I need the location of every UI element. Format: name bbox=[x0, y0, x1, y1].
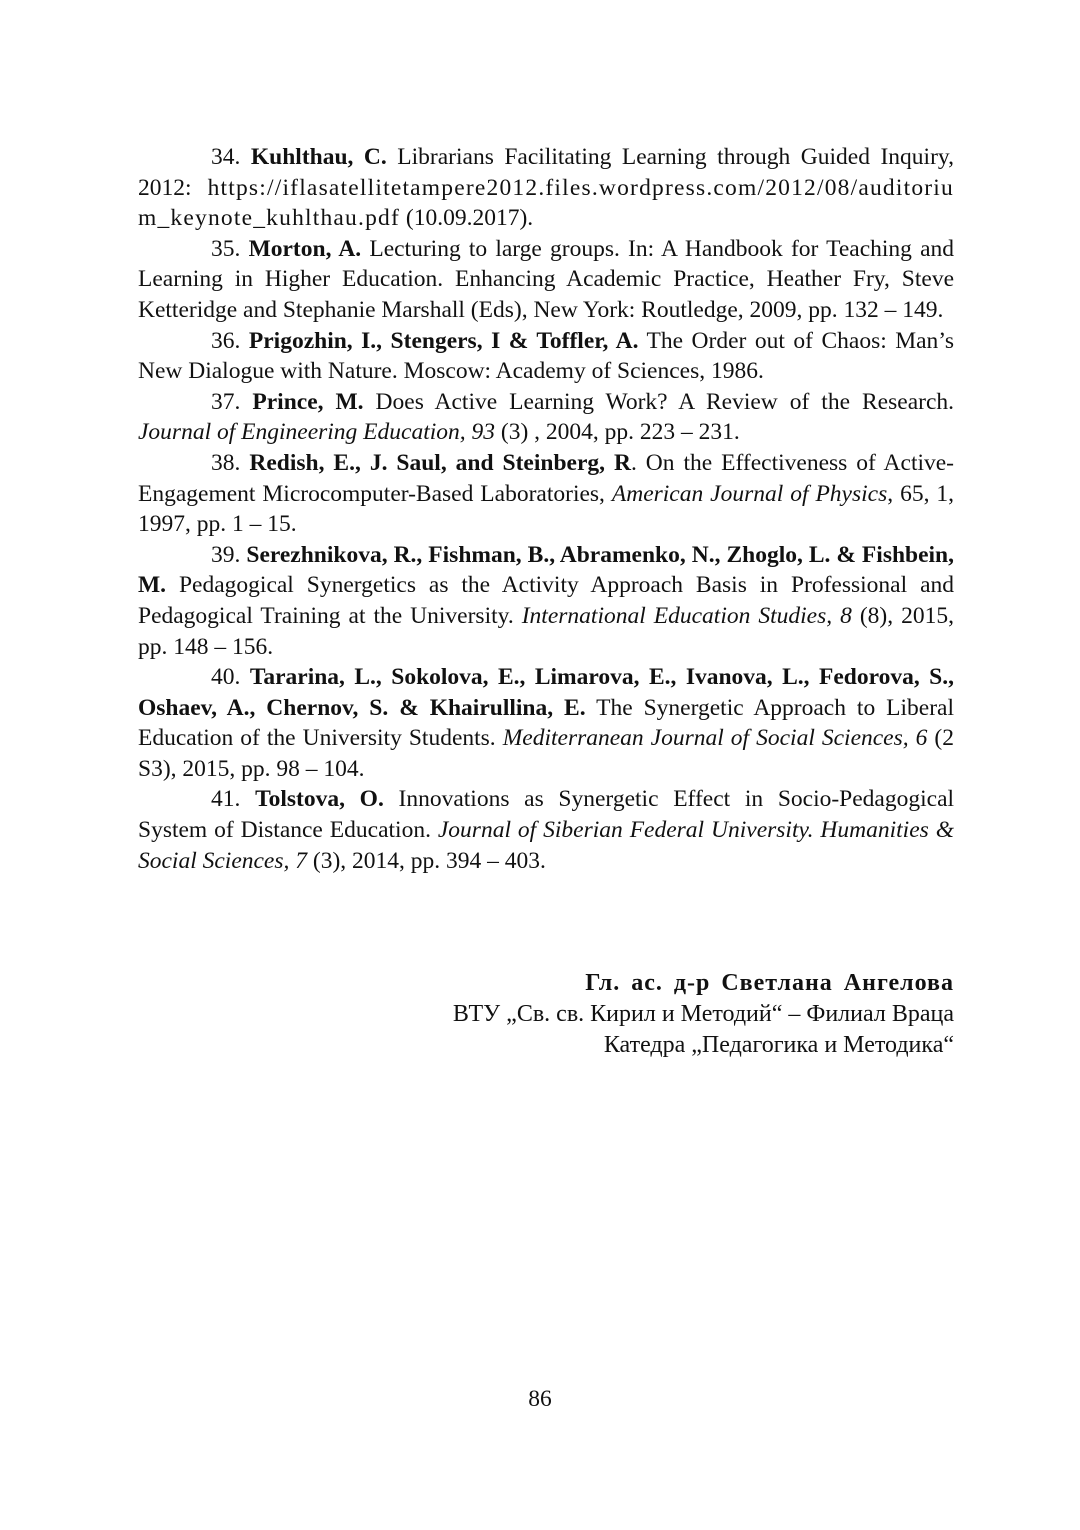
reference-item bbox=[138, 662, 954, 784]
author-affiliation: ВТУ „Св. св. Кирил и Методий“ – Филиал Враца bbox=[452, 1001, 954, 1027]
reference-text: Lecturing to large groups. In: A Handbook for Teaching and Learning in Higher Education. Enhancing Academic Practice, Heather Fry, Steve Ketteridge and Stephanie Marshall (Eds), New York: Routledge, 2009, pp. 132 – 149. bbox=[138, 235, 955, 323]
reference-author: Kuhlthau, C. bbox=[250, 144, 387, 170]
reference-source: Journal of Siberian Federal University. Humanities & Social Sciences, 7 bbox=[138, 817, 954, 874]
reference-author: Tolstova, O. bbox=[255, 786, 384, 813]
reference-text: Librarians Facilitating Learning through Guided Inquiry, 2012: bbox=[138, 144, 954, 201]
reference-text: Innovations as Synergetic Effect in Socio-Pedagogical System of Distance Education. bbox=[138, 786, 955, 844]
reference-source: Journal of Engineering Education, 93 bbox=[138, 419, 496, 446]
reference-text: (10.09.2017). bbox=[400, 205, 534, 232]
reference-number: 36. bbox=[211, 327, 249, 354]
reference-text: . On the Effectiveness of Active-Engagement Microcomputer-Based Laboratories, bbox=[138, 449, 955, 507]
reference-text: Pedagogical Synergetics as the Activity Approach Basis in Professional and Pedagogical Training at the University. bbox=[138, 572, 954, 629]
reference-number: 38. bbox=[211, 449, 250, 476]
page-number: 86 bbox=[528, 1386, 552, 1412]
reference-item bbox=[138, 142, 954, 234]
reference-author: Prigozhin, I., Stengers, I & Toffler, A. bbox=[248, 327, 639, 354]
reference-text: (3) , 2004, pp. 223 – 231. bbox=[495, 419, 740, 446]
reference-item bbox=[138, 387, 954, 448]
reference-text: (2 S3), 2015, pp. 98 – 104. bbox=[138, 725, 955, 782]
reference-number: 40. bbox=[211, 664, 250, 691]
reference-text: Does Active Learning Work? A Review of the Research. bbox=[363, 388, 955, 415]
reference-source: Mediterranean Journal of Social Sciences, 6 bbox=[502, 725, 928, 752]
reference-number: 39. bbox=[211, 541, 247, 568]
reference-number: 41. bbox=[211, 786, 256, 813]
author-name: Гл. ас. д-р Светлана Ангелова bbox=[585, 970, 954, 996]
reference-list bbox=[138, 142, 954, 876]
reference-text: , 65, 1, 1997, pp. 1 – 15. bbox=[138, 480, 955, 538]
reference-item bbox=[138, 234, 954, 326]
reference-number: 37. bbox=[211, 388, 253, 415]
reference-source: American Journal of Physics bbox=[611, 480, 888, 507]
reference-text: (3), 2014, pp. 394 – 403. bbox=[307, 847, 546, 874]
reference-author: Morton, A. bbox=[248, 235, 362, 262]
reference-item bbox=[138, 326, 954, 387]
reference-author: Prince, M. bbox=[252, 388, 364, 415]
reference-number: 34. bbox=[211, 144, 251, 170]
reference-text: The Synergetic Approach to Liberal Education of the University Students. bbox=[138, 694, 954, 752]
reference-url: https://iflasatellitetampere2012.files.wordpress.com/2012/08/auditorium_keynote_kuhlthau.pdf bbox=[138, 174, 954, 232]
reference-source: International Education Studies, 8 bbox=[521, 602, 852, 629]
reference-text: (8), 2015, pp. 148 – 156. bbox=[138, 602, 955, 660]
author-department: Катедра „Педагогика и Методика“ bbox=[603, 1032, 954, 1058]
reference-item bbox=[138, 784, 954, 876]
reference-item bbox=[138, 540, 954, 662]
reference-text: The Order out of Chaos: Man’s New Dialogue with Nature. Moscow: Academy of Sciences, 1986. bbox=[138, 327, 954, 385]
reference-author: Serezhnikova, R., Fishman, B., Abramenko, N., Zhoglo, L. & Fishbein, M. bbox=[138, 541, 955, 599]
reference-number: 35. bbox=[211, 235, 249, 262]
reference-item bbox=[138, 448, 954, 540]
reference-author: Redish, E., J. Saul, and Steinberg, R bbox=[249, 449, 631, 476]
reference-author: Tararina, L., Sokolova, E., Limarova, E., Ivanova, L., Fedorova, S., Oshaev, A., Chernov, S. & Khairullina, E. bbox=[138, 664, 954, 721]
author-signature bbox=[138, 968, 954, 1061]
